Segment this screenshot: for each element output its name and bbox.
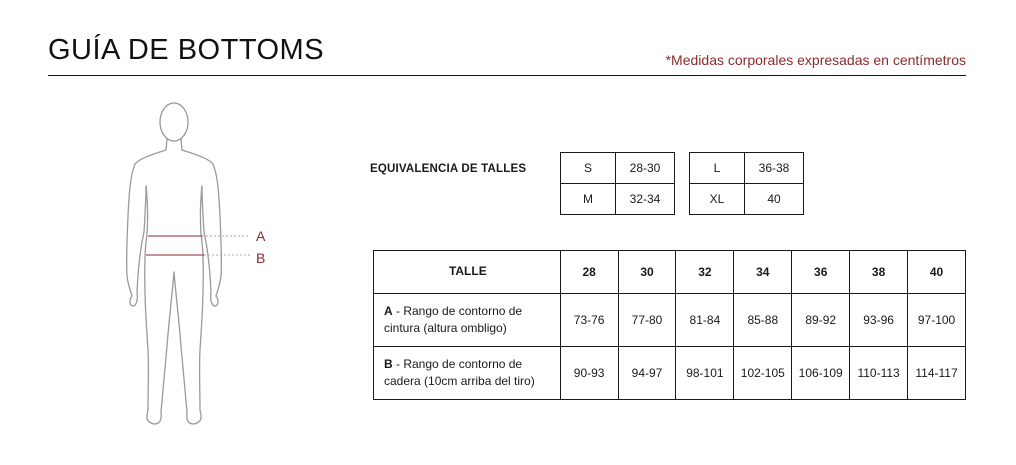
- value-cell: 98-101: [676, 347, 734, 400]
- value-cell: 114-117: [908, 347, 966, 400]
- size-cell: M: [561, 184, 616, 215]
- value-cell: 102-105: [734, 347, 792, 400]
- size-header: 36: [792, 251, 850, 294]
- body-silhouette: [118, 100, 278, 430]
- size-header: 38: [850, 251, 908, 294]
- equivalence-table-right: [689, 152, 804, 215]
- row-desc-line1: - Rango de contorno de: [392, 303, 523, 318]
- row-desc-line1: - Rango de contorno de: [392, 356, 523, 371]
- size-header: 40: [908, 251, 966, 294]
- range-cell: 36-38: [745, 153, 804, 184]
- size-cell: XL: [690, 184, 745, 215]
- equivalence-table-left: [560, 152, 675, 215]
- value-cell: 97-100: [908, 294, 966, 347]
- value-cell: 110-113: [850, 347, 908, 400]
- size-cell: L: [690, 153, 745, 184]
- row-letter: A: [384, 303, 393, 318]
- value-cell: 73-76: [560, 294, 618, 347]
- size-header: 28: [560, 251, 618, 294]
- value-cell: 77-80: [618, 294, 676, 347]
- measurements-table: [373, 250, 966, 400]
- table-row: [561, 153, 675, 184]
- marker-a-label: A: [256, 228, 266, 244]
- row-desc-line2: cadera (10cm arriba del tiro): [384, 374, 535, 388]
- value-cell: 90-93: [560, 347, 618, 400]
- size-header: 34: [734, 251, 792, 294]
- value-cell: 93-96: [850, 294, 908, 347]
- table-row: [561, 184, 675, 215]
- size-cell: S: [561, 153, 616, 184]
- value-cell: 81-84: [676, 294, 734, 347]
- table-row: [690, 153, 804, 184]
- size-header: 32: [676, 251, 734, 294]
- page-title: GUÍA DE BOTTOMS: [48, 34, 325, 66]
- range-cell: 32-34: [616, 184, 675, 215]
- value-cell: 89-92: [792, 294, 850, 347]
- row-desc-line2: cintura (altura ombligo): [384, 321, 507, 335]
- range-cell: 28-30: [616, 153, 675, 184]
- value-cell: 94-97: [618, 347, 676, 400]
- measurement-note: *Medidas corporales expresadas en centímetros: [665, 52, 966, 68]
- equivalence-label: EQUIVALENCIA DE TALLES: [370, 163, 527, 175]
- header-talle: TALLE: [374, 251, 561, 294]
- value-cell: 106-109: [792, 347, 850, 400]
- table-row: [374, 347, 966, 400]
- size-header: 30: [618, 251, 676, 294]
- range-cell: 40: [745, 184, 804, 215]
- table-row: [374, 294, 966, 347]
- marker-b-label: B: [256, 250, 266, 266]
- table-row: [690, 184, 804, 215]
- row-description: [374, 347, 561, 400]
- table-header-row: [374, 251, 966, 294]
- row-description: [374, 294, 561, 347]
- row-letter: B: [384, 356, 393, 371]
- value-cell: 85-88: [734, 294, 792, 347]
- title-divider: [48, 75, 966, 76]
